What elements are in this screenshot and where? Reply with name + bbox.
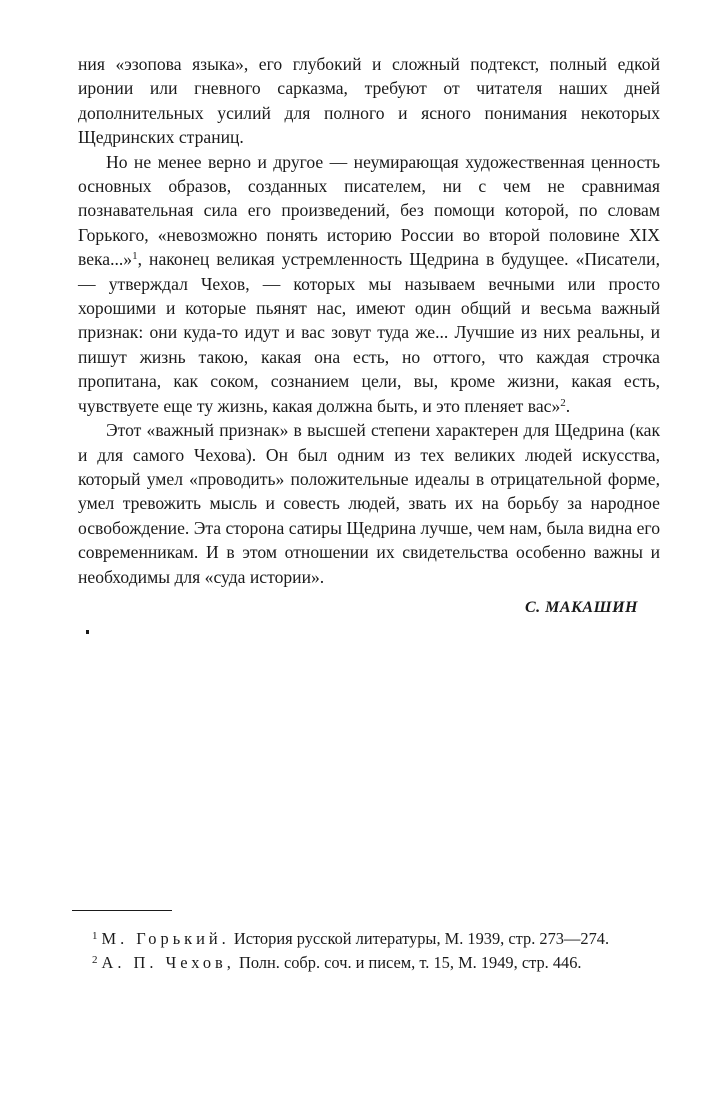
- footnote-divider: [72, 910, 172, 911]
- paragraph-1: ния «эзопова языка», его глубокий и сложный подтекст, полный едкой иронии или гневного сарказма, требуют от читателя наших дней дополнительных усилий для полного и ясного понимания некоторых Щедринских страниц.: [78, 54, 660, 148]
- footnote-1: [70, 926, 655, 950]
- paragraph-2: [78, 150, 660, 418]
- print-speck: [86, 630, 89, 634]
- footnote-ref-1[interactable]: 1: [132, 250, 138, 263]
- footnote-2: [70, 950, 655, 974]
- footnote-ref-2[interactable]: 2: [560, 396, 566, 409]
- paragraph-3: Этот «важный признак» в высшей степени характерен для Щедрина (как и для самого Чехова). Он был одним из тех великих людей искусства, который умел «проводить» положительные идеалы в отрицательной форме, умел тревожить мысль и совесть людей, звать их на борьбу за народное освобождение. Эта сторона сатиры Щедрина лучше, чем нам, была видна его современникам. И в этом отношении их свидетельства особенно важны и необходимы для «суда истории».: [78, 420, 660, 587]
- footnote-text: Полн. собр. соч. и писем, т. 15, М. 1949, стр. 446.: [234, 952, 582, 972]
- footnote-text: История русской литературы, М. 1939, стр. 273—274.: [229, 929, 610, 948]
- paragraph-2-continuation: , наконец великая устремленность Щедрина в будущее. «Писатели, — утверждал Чехов, — которых мы называем вечными или просто хорошими и которые пьянят нас, имеют один общий и весьма важный признак: они куда-то идут и вас зовут туда же... Лучшие из них реальны, и пишут жизнь такою, какая она есть, но оттого, что каждая строчка пропитана, как соком, сознанием цели, вы, кроме жизни, какая есть, чувствуете еще ту жизнь, какая должна быть, и это пленяет вас»: [78, 249, 660, 416]
- paragraph-2-end: .: [565, 395, 571, 416]
- footnotes: [70, 926, 655, 973]
- paragraph-2-start: Но не менее верно и другое — неумирающая художественная ценность основных образов, созданных писателем, ни с чем не сравнимая познавательная сила его произведений, без помощи которой, по словам Горького, «невозможно понять историю России во второй половине XIX века...»: [78, 151, 660, 270]
- main-text: [78, 52, 660, 589]
- footnote-author: М. Горький.: [101, 929, 230, 948]
- footnote-number: 1: [92, 930, 98, 942]
- author-signature: С. МАКАШИН: [525, 599, 638, 616]
- footnote-author: А. П. Чехов,: [101, 952, 235, 972]
- footnote-number: 2: [92, 953, 98, 966]
